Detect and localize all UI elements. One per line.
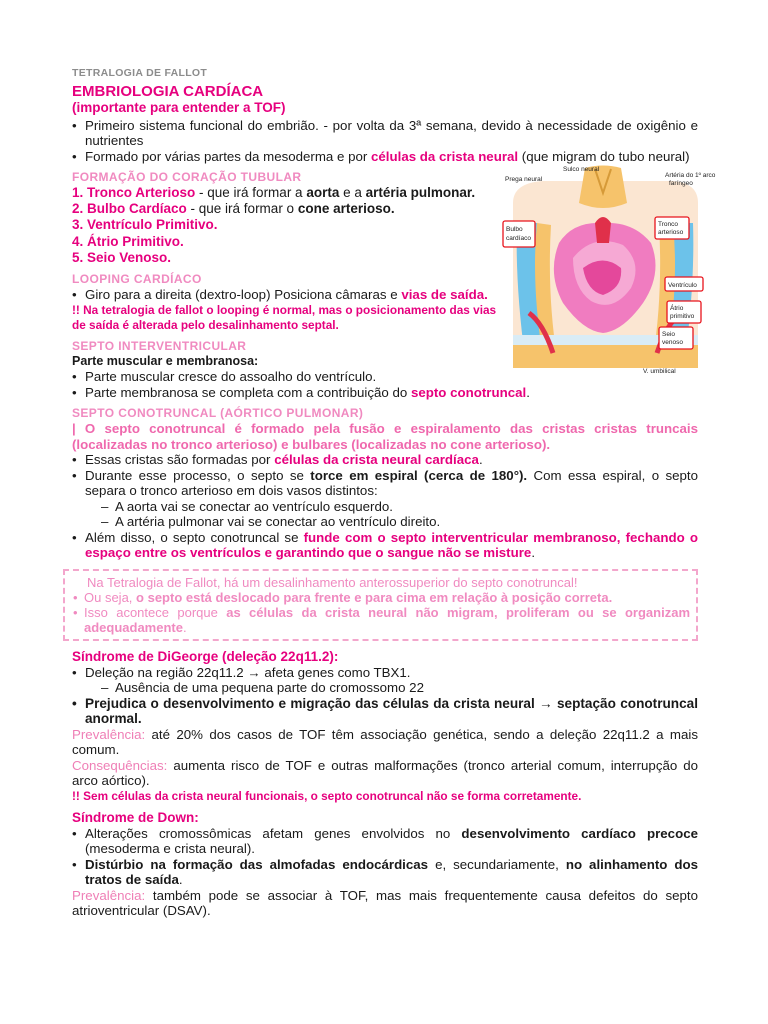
label-atrio-1: Átrio (670, 305, 684, 312)
section-heading-looping: LOOPING CARDÍACO (72, 272, 202, 287)
conotruncal-intro: | O septo conotruncal é formado pela fusão e espiralamento das cristas cristas truncais (localizadas no tronco arterioso) e bulbares (localizadas no cone arterioso). (72, 421, 698, 452)
list-item: • Durante esse processo, o septo se torce em espiral (cerca de 180°). Com essa espiral, o septo separa o tronco arterioso em dois vasos distintos: – A aorta vai se conectar ao ventrículo esquerdo. – A artéria pulmonar vai se conectar ao ventrículo direito. (72, 468, 698, 530)
list-item: 1. Tronco Arterioso - que irá formar a aorta e a artéria pulmonar. (72, 185, 476, 200)
section-heading-conotruncal: SEPTO CONOTRUNCAL (AÓRTICO PULMONAR) (72, 406, 364, 421)
label-arteria-1: Artéria do 1º arco (665, 172, 716, 179)
doc-title: EMBRIOLOGIA CARDÍACA (72, 82, 264, 100)
label-prega: Prega neural (505, 176, 543, 183)
looping-warning: !! Na tetralogia de fallot o looping é normal, mas o posicionamento das vias de saída é alterada pelo desalinhamento septal. (72, 302, 497, 332)
label-bulbo-1: Bulbo (506, 226, 523, 233)
label-seio-2: venoso (662, 339, 683, 346)
list-item: • Primeiro sistema funcional do embrião. - por volta da 3ª semana, devido à necessidade de oxigênio e nutrientes (72, 118, 698, 149)
tof-callout-box (63, 569, 698, 641)
list-item: 3. Ventrículo Primitivo. (72, 217, 218, 233)
label-tronco-1: Tronco (658, 221, 678, 228)
doc-supertitle: TETRALOGIA DE FALLOT (72, 67, 208, 79)
heart-tube-illustration (503, 163, 716, 376)
label-v-umbilical: V. umbilical (643, 368, 676, 375)
list-item: – Ausência de uma pequena parte do cromossomo 22 (101, 680, 698, 696)
list-item: • Prejudica o desenvolvimento e migração das células da crista neural → septação conotruncal anormal. (72, 696, 698, 727)
list-item: • Deleção na região 22q11.2 → afeta genes como TBX1. – Ausência de uma pequena parte do cromossomo 22 (72, 665, 698, 696)
list-item: • Distúrbio na formação das almofadas endocárdicas e, secundariamente, no alinhamento dos tratos de saída. (72, 857, 698, 888)
list-item: • Giro para a direita (dextro-loop) Posiciona câmaras e vias de saída. (72, 287, 504, 303)
list-item: – A artéria pulmonar vai se conectar ao ventrículo direito. (101, 514, 698, 530)
label-seio-1: Seio (662, 331, 676, 338)
list-item: • Formado por várias partes da mesoderma e por células da crista neural (que migram do tubo neural) (72, 149, 698, 165)
conotruncal-list (72, 452, 698, 561)
list-item: • Ou seja, o septo está deslocado para frente e para cima em relação à posição correta. (73, 590, 690, 605)
digeorge-consequences: Consequências: aumenta risco de TOF e outras malformações (tronco arterial comum, interrupção do arco aórtico). (72, 757, 698, 789)
digeorge-warning: !! Sem células da crista neural funcionais, o septo conotruncal não se forma corretamente. (72, 788, 582, 803)
down-list (72, 826, 698, 888)
label-arteria-2: faríngeo (669, 180, 693, 187)
digeorge-list (72, 665, 698, 727)
label-atrio-2: primitivo (670, 313, 695, 320)
label-tronco-2: arterioso (658, 229, 684, 236)
list-item: • Parte muscular cresce do assoalho do ventrículo. (72, 369, 698, 385)
intro-list (72, 118, 698, 165)
down-prevalence: Prevalência: também pode se associar à TOF, mas mais frequentemente causa defeitos do septo atrioventricular (DSAV). (72, 887, 698, 919)
callout-title: Na Tetralogia de Fallot, há um desalinhamento anterossuperior do septo conotruncal! (87, 574, 578, 590)
truncus-shape (595, 217, 611, 243)
list-item: – A aorta vai se conectar ao ventrículo esquerdo. (101, 499, 698, 515)
list-item: • Isso acontece porque as células da crista neural não migram, proliferam ou se organizam adequadamente. (73, 605, 690, 635)
doc-subtitle: (importante para entender a TOF) (72, 99, 286, 115)
section-heading-down: Síndrome de Down: (72, 809, 199, 825)
heart-tube-diagram (503, 163, 716, 376)
list-item: • Parte membranosa se completa com a contribuição do septo conotruncal. (72, 385, 698, 401)
list-item: • Alterações cromossômicas afetam genes envolvidos no desenvolvimento cardíaco precoce (mesoderma e crista neural). (72, 826, 698, 857)
label-sulco: Sulco neural (563, 166, 600, 173)
looping-list (72, 287, 504, 303)
list-item: 2. Bulbo Cardíaco - que irá formar o cone arterioso. (72, 201, 395, 217)
list-item: 4. Átrio Primitivo. (72, 233, 184, 249)
callout-list (73, 590, 690, 635)
sublist (85, 680, 698, 696)
list-item: 5. Seio Venoso. (72, 249, 172, 265)
section-heading-formacao: FORMAÇÃO DO CORAÇÃO TUBULAR (72, 170, 302, 184)
bulbo-box (503, 221, 535, 247)
section-heading-septo-iv: SEPTO INTERVENTRICULAR (72, 338, 247, 353)
list-item: • Essas cristas são formadas por células da crista neural cardíaca. (72, 452, 698, 468)
section-heading-digeorge: Síndrome de DiGeorge (deleção 22q11.2): (72, 648, 339, 664)
digeorge-prevalence: Prevalência: até 20% dos casos de TOF têm associação genética, sendo a deleção 22q11.2 a mais comum. (72, 726, 698, 758)
label-ventriculo: Ventrículo (668, 282, 697, 289)
sublist (85, 499, 698, 530)
septo-iv-bold-line: Parte muscular e membranosa: (72, 353, 259, 368)
label-bulbo-2: cardíaco (506, 235, 531, 242)
list-item: • Além disso, o septo conotruncal se funde com o septo interventricular membranoso, fechando o espaço entre os ventrículos e garantindo que o sangue não se misture. (72, 530, 698, 561)
